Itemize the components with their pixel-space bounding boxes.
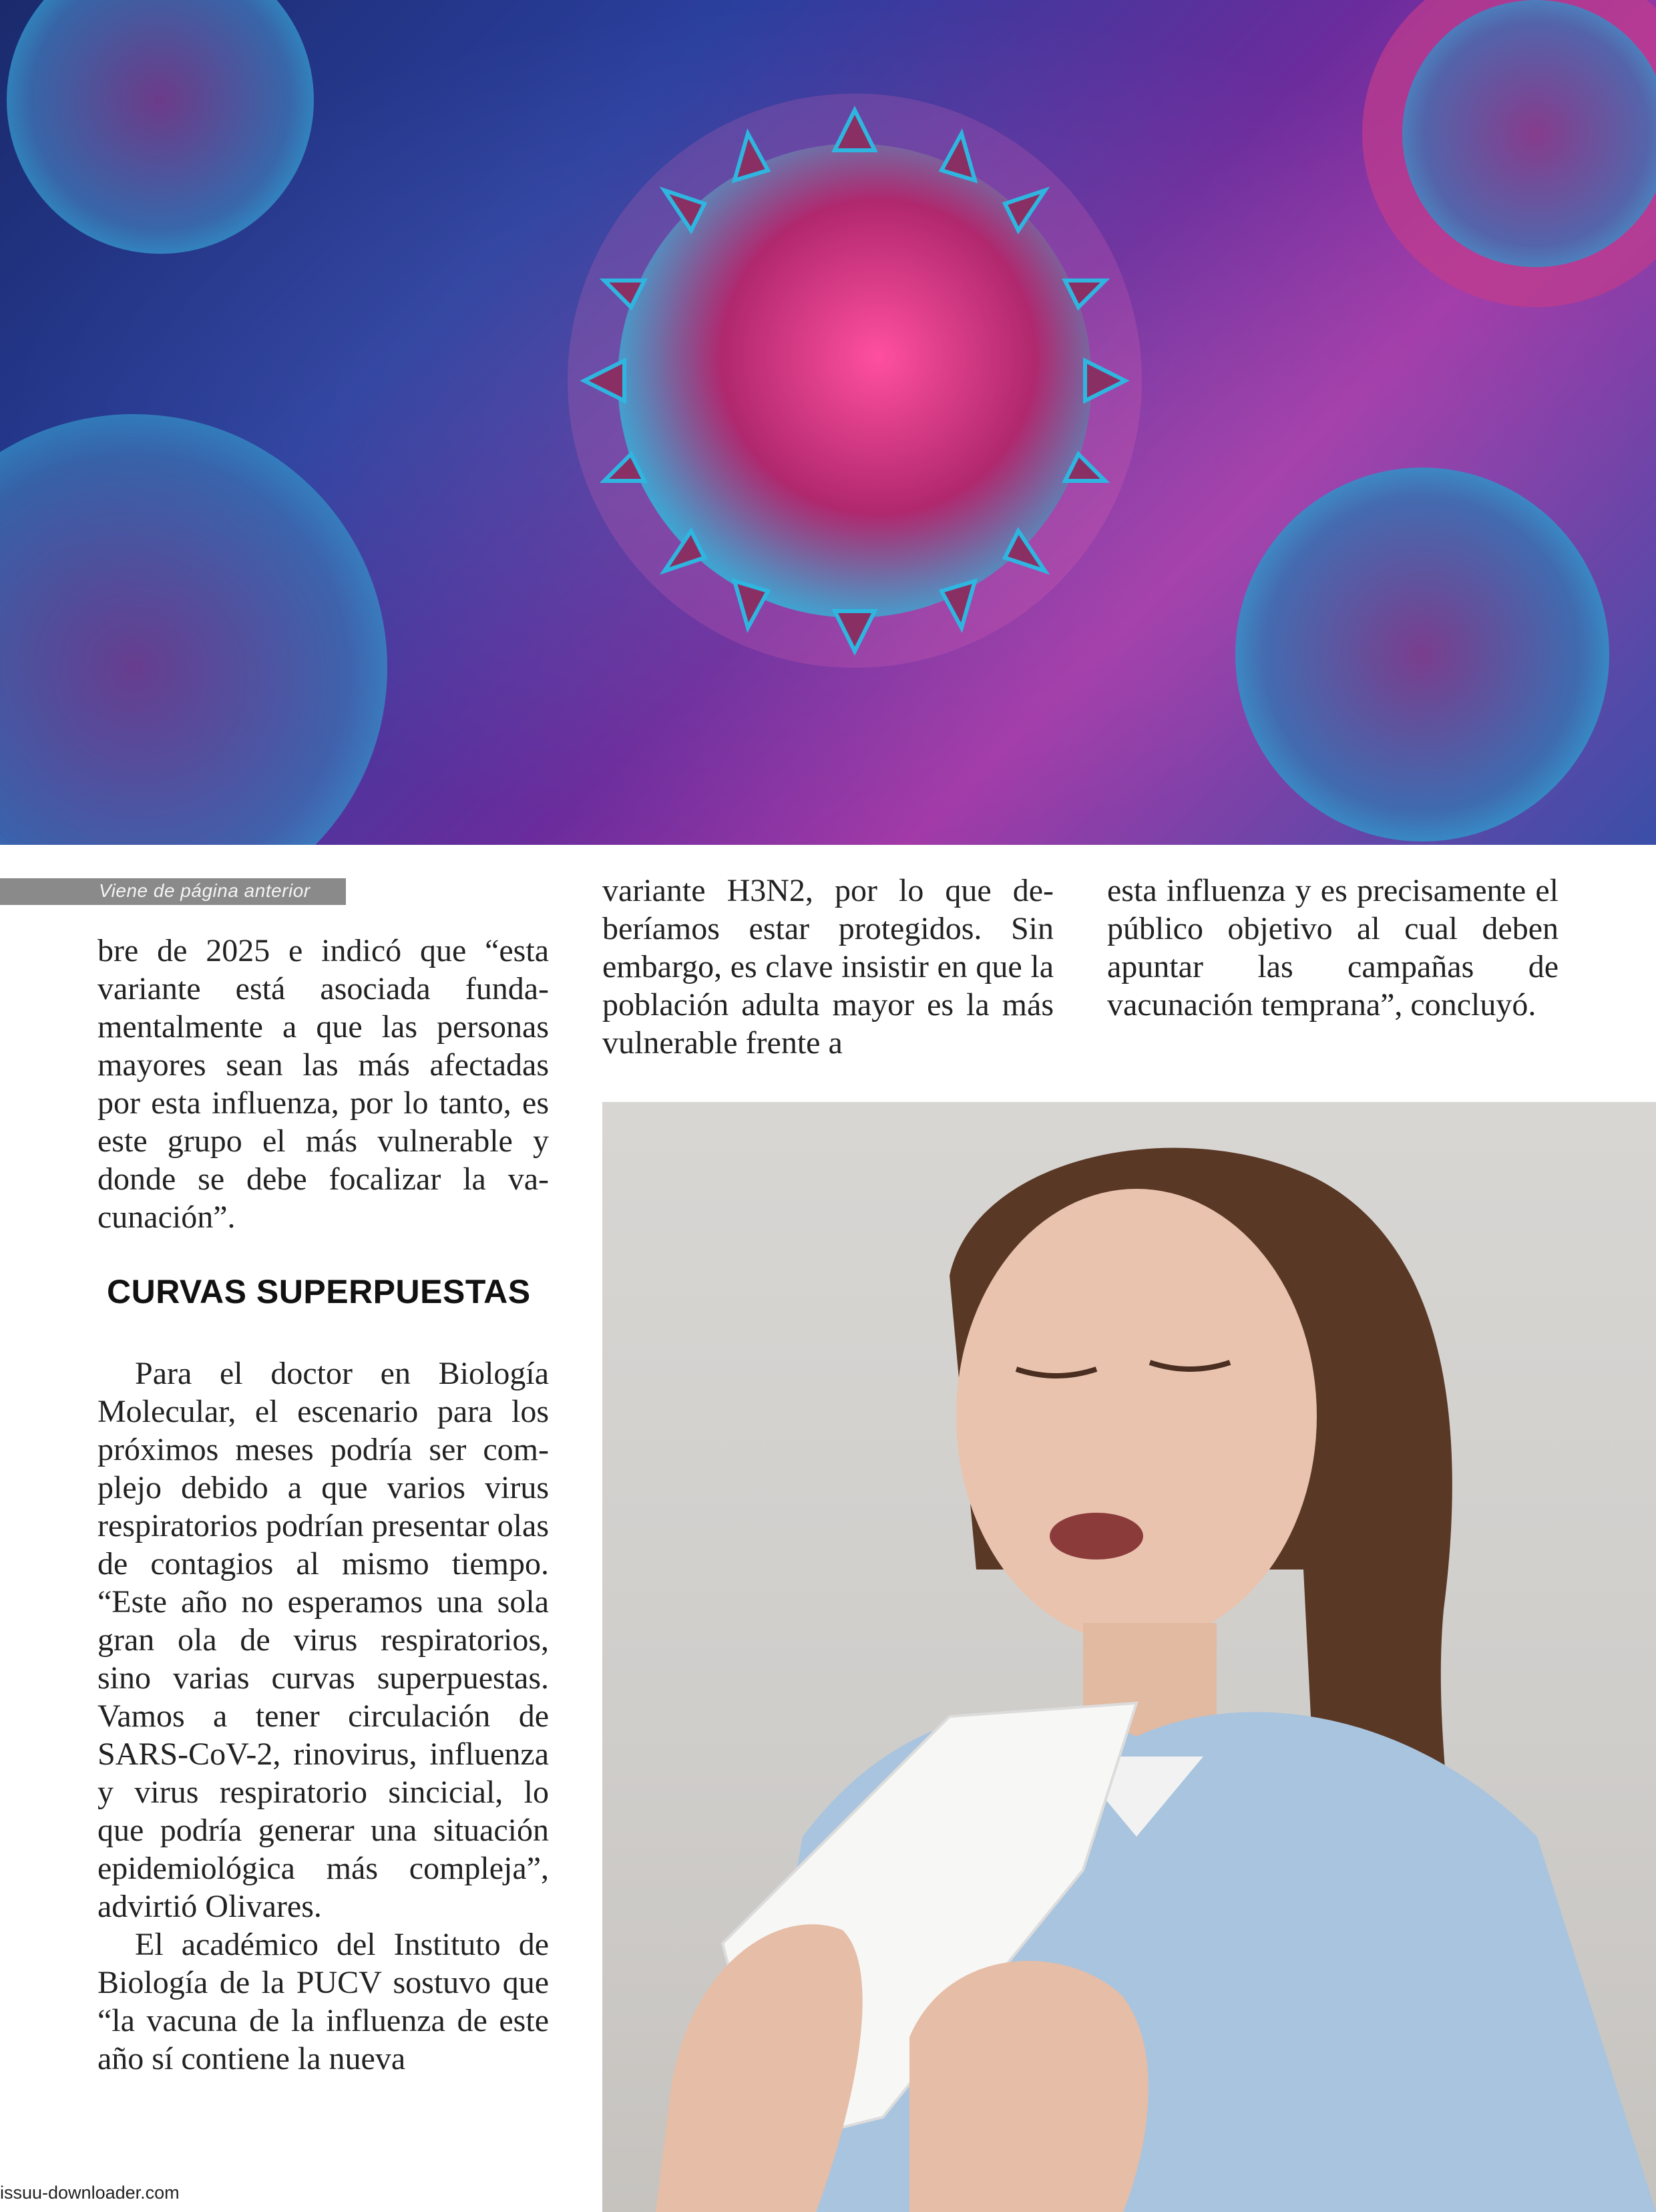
main-virus-particle [568,94,1142,668]
article-column-1-bottom [97,1354,549,2078]
paragraph: Para el doctor en Biología Molecular, el escenario para los próximos meses podría ser complejo debido a que varios virus respiratorios podrían presentar olas de contagios al mismo tiempo. “Este año no esperamos una sola gran ola de virus respiratorios, sino varias curvas superpuestas. Vamos a tener circulación de SARS-CoV-2, rinovirus, influenza y virus respiratorio sincicial, lo que podría generar una situación epidemiológica más compleja”, advirtió Olivares. [97,1356,549,1924]
sneezing-woman-illustration [602,1102,1656,2212]
article-column-1-top [97,932,549,1236]
continued-from-previous-label [0,878,346,905]
hero-virus-image [0,0,1656,845]
kicker-text: Viene de página anterior [99,880,310,901]
article-column-2 [602,872,1054,1062]
paragraph: bre de 2025 e indicó que “esta variante está asociada fundamentalmente a que las personas mayores sean las más afectadas por esta influenza, por lo tanto, es este grupo el más vulnerable y donde se debe focalizar la vacunación”. [97,933,549,1235]
article-column-3 [1107,872,1559,1024]
sneezing-woman-photo [602,1102,1656,2212]
background-virus-particle [1235,468,1609,842]
paragraph: esta influenza y es precisamente el público objetivo al cual deben apuntar las campañas de vacunación temprana”, concluyó. [1107,873,1559,1023]
paragraph: variante H3N2, por lo que deberíamos estar protegidos. Sin embargo, es clave insistir en que la población adulta mayor es la más vulnerable frente a [602,873,1054,1061]
paragraph: El académico del Instituto de Biología de la PUCV sostuvo que “la vacuna de la influenza de este año sí contiene la nueva [97,1927,549,2076]
section-subheading: CURVAS SUPERPUESTAS [107,1273,531,1310]
watermark-text: issuu-downloader.com [0,2183,180,2203]
virus-illustration [0,0,1656,845]
